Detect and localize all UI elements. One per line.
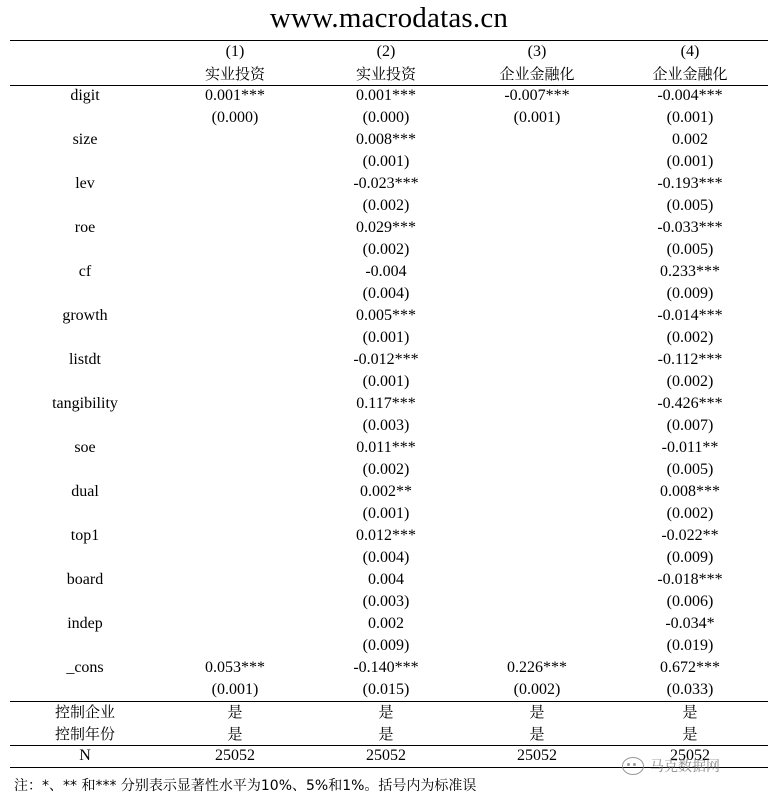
coef-cell: [160, 437, 310, 459]
coef-cell: 0.001***: [205, 87, 265, 104]
se-row: [10, 239, 768, 261]
se-row: [10, 107, 768, 129]
coef-cell: [462, 525, 612, 547]
se-cell: (0.002): [666, 373, 714, 390]
var-name: listdt: [68, 351, 101, 368]
se-cell: [160, 327, 310, 349]
var-name: top1: [70, 527, 100, 544]
coef-cell: -0.012***: [353, 351, 419, 368]
header-label-row: [10, 63, 768, 85]
se-cell: (0.003): [362, 417, 410, 434]
se-cell: (0.002): [362, 197, 410, 214]
var-name: dual: [71, 483, 99, 500]
coef-row: [10, 129, 768, 151]
se-cell: (0.006): [666, 593, 714, 610]
coef-cell: 0.008***: [660, 483, 720, 500]
header-blank: [10, 63, 160, 85]
control-value: 是: [378, 725, 394, 743]
coef-cell: -0.193***: [657, 175, 723, 192]
n-label: N: [79, 747, 91, 764]
se-cell: [462, 151, 612, 173]
coef-cell: 0.226***: [507, 659, 567, 676]
coef-cell: -0.004***: [657, 87, 723, 104]
coef-cell: -0.007***: [504, 87, 570, 104]
coef-cell: -0.033***: [657, 219, 723, 236]
se-cell: (0.001): [513, 109, 561, 126]
coef-cell: [160, 525, 310, 547]
coef-row: [10, 305, 768, 327]
coef-cell: 0.002**: [360, 483, 412, 500]
control-value: 是: [378, 703, 394, 721]
coef-cell: 0.117***: [356, 395, 416, 412]
regression-table: [10, 41, 768, 767]
col-label: 企业金融化: [652, 65, 728, 83]
se-cell: (0.001): [666, 153, 714, 170]
se-cell: (0.000): [211, 109, 259, 126]
coef-cell: 0.002: [672, 131, 708, 148]
var-name: indep: [67, 615, 103, 632]
coef-cell: [160, 217, 310, 239]
se-row: [10, 327, 768, 349]
var-blank: [10, 547, 160, 569]
coef-cell: -0.011**: [661, 439, 719, 456]
se-cell: (0.000): [362, 109, 410, 126]
coef-cell: [462, 349, 612, 371]
se-row: [10, 635, 768, 657]
coef-cell: [160, 129, 310, 151]
coef-row: [10, 85, 768, 107]
control-value: 是: [227, 703, 243, 721]
se-row: [10, 283, 768, 305]
se-cell: (0.005): [666, 461, 714, 478]
var-name: tangibility: [52, 395, 118, 412]
se-cell: (0.007): [666, 417, 714, 434]
header-blank: [10, 41, 160, 63]
se-row: [10, 679, 768, 701]
n-value: 25052: [517, 747, 557, 764]
se-cell: [462, 415, 612, 437]
se-cell: (0.003): [362, 593, 410, 610]
coef-cell: -0.112***: [657, 351, 723, 368]
coef-cell: 0.005***: [356, 307, 416, 324]
se-cell: [462, 371, 612, 393]
se-cell: (0.001): [666, 109, 714, 126]
control-row: [10, 723, 768, 745]
coef-cell: -0.022**: [661, 527, 719, 544]
se-cell: [160, 547, 310, 569]
var-blank: [10, 459, 160, 481]
coef-row: [10, 437, 768, 459]
var-blank: [10, 371, 160, 393]
se-cell: (0.004): [362, 549, 410, 566]
watermark-text: 马克数据网: [650, 759, 720, 775]
coef-cell: -0.018***: [657, 571, 723, 588]
coef-row: [10, 569, 768, 591]
se-cell: (0.001): [362, 373, 410, 390]
se-row: [10, 415, 768, 437]
se-cell: (0.001): [362, 329, 410, 346]
coef-cell: [160, 613, 310, 635]
coef-cell: [160, 173, 310, 195]
header-rule: [10, 85, 768, 86]
coef-cell: [160, 569, 310, 591]
se-cell: (0.001): [362, 153, 410, 170]
header-number-row: [10, 41, 768, 63]
wechat-icon: [622, 757, 644, 775]
coef-row: [10, 613, 768, 635]
se-cell: [160, 459, 310, 481]
control-value: 是: [682, 703, 698, 721]
coef-cell: 0.012***: [356, 527, 416, 544]
coef-cell: 0.004: [368, 571, 404, 588]
se-row: [10, 371, 768, 393]
col-number: (4): [680, 43, 700, 60]
coef-cell: 0.053***: [205, 659, 265, 676]
control-value: 是: [682, 725, 698, 743]
se-cell: (0.001): [211, 681, 259, 698]
coef-row: [10, 657, 768, 679]
se-cell: (0.019): [666, 637, 714, 654]
col-number: (1): [225, 43, 245, 60]
se-cell: [462, 327, 612, 349]
se-cell: [462, 591, 612, 613]
coef-cell: -0.034*: [665, 615, 715, 632]
coef-cell: 0.029***: [356, 219, 416, 236]
se-cell: [160, 283, 310, 305]
se-row: [10, 459, 768, 481]
se-cell: (0.002): [666, 505, 714, 522]
control-row: [10, 701, 768, 723]
var-name: size: [72, 131, 98, 148]
coef-cell: [462, 569, 612, 591]
se-cell: (0.001): [362, 505, 410, 522]
var-blank: [10, 327, 160, 349]
se-cell: (0.009): [666, 285, 714, 302]
var-blank: [10, 503, 160, 525]
coef-cell: [462, 173, 612, 195]
se-cell: (0.009): [362, 637, 410, 654]
se-cell: (0.033): [666, 681, 714, 698]
page-title: www.macrodatas.cn: [269, 2, 509, 34]
table-note: [14, 775, 476, 797]
var-blank: [10, 107, 160, 129]
se-cell: [462, 503, 612, 525]
se-cell: (0.015): [362, 681, 410, 698]
se-cell: [160, 635, 310, 657]
coef-cell: [462, 613, 612, 635]
se-cell: [160, 195, 310, 217]
n-rule: [10, 745, 768, 746]
controls-rule: [10, 701, 768, 702]
var-name: cf: [78, 263, 92, 280]
var-name: board: [66, 571, 104, 588]
col-label: 企业金融化: [499, 65, 575, 83]
col-label: 实业投资: [355, 65, 416, 83]
coef-cell: [160, 305, 310, 327]
coef-cell: -0.140***: [353, 659, 419, 676]
coef-cell: [160, 349, 310, 371]
coef-cell: -0.023***: [353, 175, 419, 192]
coef-cell: 0.672***: [660, 659, 720, 676]
var-blank: [10, 635, 160, 657]
var-name: lev: [75, 175, 95, 192]
se-cell: [160, 591, 310, 613]
se-cell: [160, 503, 310, 525]
coef-row: [10, 217, 768, 239]
var-blank: [10, 151, 160, 173]
se-cell: [462, 239, 612, 261]
var-blank: [10, 283, 160, 305]
watermark: [622, 754, 720, 778]
coef-cell: [462, 217, 612, 239]
se-row: [10, 195, 768, 217]
control-label: 控制企业: [54, 703, 115, 721]
se-cell: [462, 547, 612, 569]
coef-row: [10, 349, 768, 371]
var-blank: [10, 239, 160, 261]
coef-cell: 0.008***: [356, 131, 416, 148]
se-cell: (0.004): [362, 285, 410, 302]
control-value: 是: [227, 725, 243, 743]
var-name: growth: [62, 307, 108, 324]
col-number: (2): [376, 43, 396, 60]
se-cell: [462, 635, 612, 657]
coef-row: [10, 525, 768, 547]
se-cell: [462, 459, 612, 481]
se-cell: (0.002): [513, 681, 561, 698]
n-value: 25052: [366, 747, 406, 764]
n-value: 25052: [670, 747, 710, 764]
se-row: [10, 151, 768, 173]
col-number: (3): [527, 43, 547, 60]
note-text: 注：*、** 和*** 分别表示显著性水平为10%、5%和1%。括号内为标准误: [14, 778, 477, 794]
se-cell: [160, 415, 310, 437]
coef-cell: [462, 481, 612, 503]
coef-cell: -0.014***: [657, 307, 723, 324]
coef-cell: [160, 481, 310, 503]
se-cell: (0.002): [666, 329, 714, 346]
se-row: [10, 503, 768, 525]
se-cell: (0.005): [666, 197, 714, 214]
var-blank: [10, 679, 160, 701]
coef-cell: 0.233***: [660, 263, 720, 280]
coef-row: [10, 173, 768, 195]
coef-cell: [462, 393, 612, 415]
coef-cell: -0.004: [365, 263, 407, 280]
control-label: 控制年份: [54, 725, 115, 743]
se-cell: (0.009): [666, 549, 714, 566]
var-name: _cons: [66, 659, 104, 676]
coef-cell: 0.002: [368, 615, 404, 632]
n-value: 25052: [215, 747, 255, 764]
var-blank: [10, 591, 160, 613]
coef-cell: 0.011***: [356, 439, 416, 456]
control-value: 是: [529, 703, 545, 721]
se-cell: (0.002): [362, 461, 410, 478]
se-row: [10, 591, 768, 613]
col-label: 实业投资: [204, 65, 265, 83]
se-cell: [160, 239, 310, 261]
coef-row: [10, 393, 768, 415]
coef-row: [10, 261, 768, 283]
se-cell: [462, 195, 612, 217]
coef-cell: -0.426***: [657, 395, 723, 412]
se-cell: [160, 371, 310, 393]
se-cell: (0.002): [362, 241, 410, 258]
se-cell: (0.005): [666, 241, 714, 258]
var-name: soe: [74, 439, 96, 456]
var-name: roe: [74, 219, 96, 236]
coef-row: [10, 481, 768, 503]
se-cell: [160, 151, 310, 173]
coef-cell: [462, 305, 612, 327]
se-cell: [462, 283, 612, 305]
var-blank: [10, 415, 160, 437]
coef-cell: [160, 393, 310, 415]
coef-cell: 0.001***: [356, 87, 416, 104]
var-name: digit: [70, 87, 100, 104]
coef-cell: [462, 129, 612, 151]
coef-cell: [462, 437, 612, 459]
control-value: 是: [529, 725, 545, 743]
se-row: [10, 547, 768, 569]
coef-cell: [160, 261, 310, 283]
var-blank: [10, 195, 160, 217]
coef-cell: [462, 261, 612, 283]
